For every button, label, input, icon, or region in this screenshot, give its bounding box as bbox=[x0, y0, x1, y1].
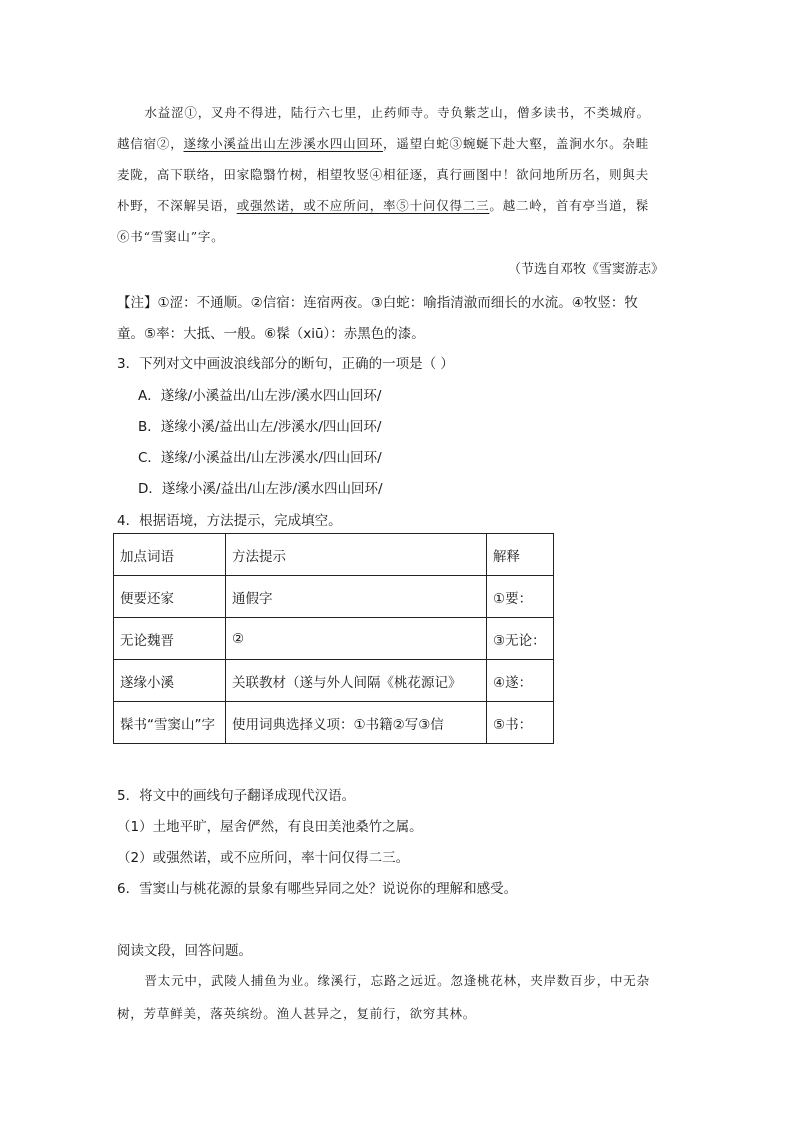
passage-source: （节选自邓牧《雪窦游志》 bbox=[507, 262, 664, 277]
note-line: 童。⑤率：大抵、一般。⑥髹（xiū）：赤黑色的漆。 bbox=[117, 326, 425, 342]
question-5-stem: 5．将文中的画线句子翻译成现代汉语。 bbox=[117, 788, 356, 804]
table-cell: 关联教材（遂与外人间隔《桃花源记》 bbox=[226, 660, 487, 702]
fill-in-table bbox=[113, 533, 554, 744]
question-6-stem: 6．雪窦山与桃花源的景象有哪些异同之处？说说你的理解和感受。 bbox=[117, 881, 518, 897]
question-4-stem: 4．根据语境，方法提示，完成填空。 bbox=[117, 513, 342, 529]
table-cell: 无论魏晋 bbox=[114, 618, 226, 660]
table-cell: 通假字 bbox=[226, 576, 487, 618]
underlined-sentence: 或强然诺，或不应所问，率⑤十问仅得二三 bbox=[236, 198, 490, 213]
classical-passage bbox=[117, 97, 677, 252]
passage-line: 水益涩①，叉舟不得进，陆行六七里，止药师寺。寺负紫芝山，僧多读书，不类城府。 bbox=[144, 105, 650, 120]
table-header: 解释 bbox=[487, 534, 554, 576]
answer-cell[interactable]: ①要： bbox=[487, 576, 554, 618]
table-row bbox=[114, 576, 554, 618]
passage-line bbox=[117, 190, 677, 221]
option-c[interactable]: C．遂缘/小溪益出/山左涉溪水/四山回环/ bbox=[138, 450, 382, 466]
table-row bbox=[114, 618, 554, 660]
table-header-row bbox=[114, 534, 554, 576]
passage-line: 树，芳草鲜美，落英缤纷。渔人甚异之，复前行，欲穷其林。 bbox=[117, 1006, 477, 1021]
passage-text: 。越二岭，首有亭当道，髹 bbox=[489, 198, 650, 213]
passage-text: 越信宿②， bbox=[117, 136, 184, 151]
passage-line bbox=[117, 128, 677, 159]
passage-line: ⑥书“雪窦山”字。 bbox=[117, 229, 225, 244]
passage-line: 晋太元中，武陵人捕鱼为业。缘溪行，忘路之远近。忽逢桃花林，夹岸数百步，中无杂 bbox=[144, 973, 650, 988]
passage-text: ，遥望白蛇③蜿蜒下赴大壑，盖涧水尔。杂畦 bbox=[383, 136, 650, 151]
option-a[interactable]: A．遂缘/小溪益出/山左涉/溪水四山回环/ bbox=[138, 388, 382, 404]
table-cell: 髹书“雪窦山”字 bbox=[114, 702, 226, 744]
answer-cell[interactable]: ③无论： bbox=[487, 618, 554, 660]
table-header: 加点词语 bbox=[114, 534, 226, 576]
answer-cell[interactable]: ② bbox=[226, 618, 487, 660]
reading-passage bbox=[117, 964, 697, 1030]
question-3-stem: 3．下列对文中画波浪线部分的断句，正确的一项是（ ） bbox=[117, 356, 454, 372]
question-5-item: （1）土地平旷，屋舍俨然，有良田美池桑竹之属。 bbox=[117, 819, 423, 835]
passage-line: 麦陇，高下联络，田家隐翳竹树，相望牧竖④相征逐，真行画图中！欲问地所历名，则與夫 bbox=[117, 167, 650, 182]
table-header: 方法提示 bbox=[226, 534, 487, 576]
passage-text: 朴野，不深解吴语， bbox=[117, 198, 237, 213]
table-cell: 使用词典选择义项：①书籍②写③信 bbox=[226, 702, 487, 744]
answer-cell[interactable]: ④遂： bbox=[487, 660, 554, 702]
table-cell: 遂缘小溪 bbox=[114, 660, 226, 702]
option-d[interactable]: D．遂缘小溪/益出/山左涉/溪水四山回环/ bbox=[138, 481, 383, 497]
table-row bbox=[114, 702, 554, 744]
wavy-underlined-text: 遂缘小溪益出山左涉溪水四山回环 bbox=[183, 136, 384, 151]
question-5-item: （2）或强然诺，或不应所问，率十问仅得二三。 bbox=[117, 850, 410, 866]
table-cell: 便要还家 bbox=[114, 576, 226, 618]
annotations bbox=[117, 288, 697, 350]
reading-heading: 阅读文段，回答问题。 bbox=[117, 943, 252, 959]
option-b[interactable]: B．遂缘小溪/益出山左/涉溪水/四山回环/ bbox=[138, 419, 382, 435]
answer-cell[interactable]: ⑤书： bbox=[487, 702, 554, 744]
table-row bbox=[114, 660, 554, 702]
note-line: 【注】①涩：不通顺。②信宿：连宿两夜。③白蛇：喻指清澈而细长的水流。④牧竖：牧 bbox=[117, 295, 638, 311]
